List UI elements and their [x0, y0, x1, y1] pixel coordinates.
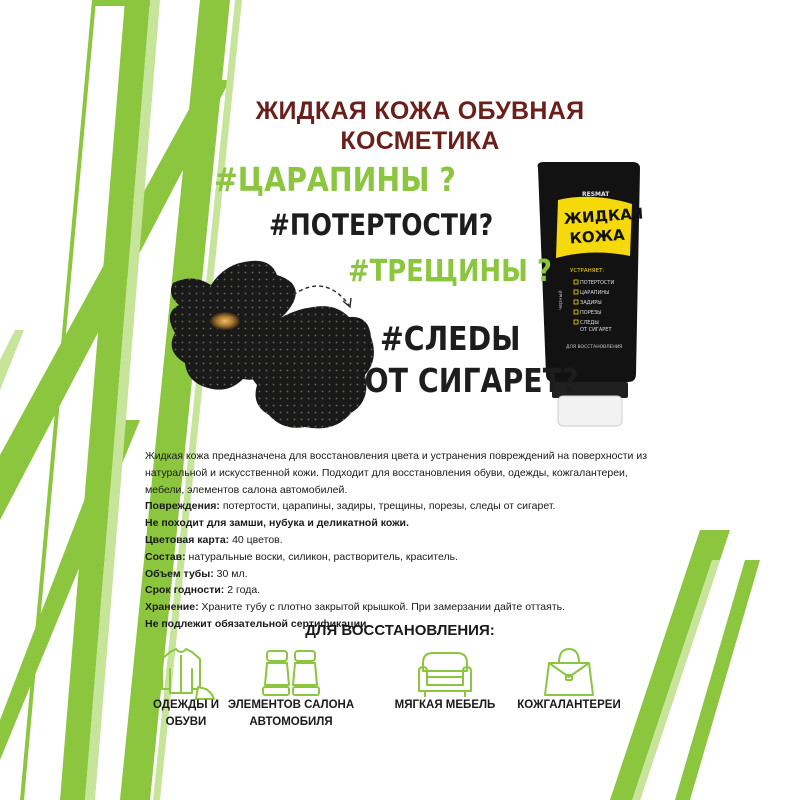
desc-storage: Хранение: Храните тубу с плотно закрытой крышкой. При замерзании дайте оттаять.	[145, 601, 566, 614]
tag-cigarette-marks	[364, 318, 579, 402]
desc-not-suitable: Не походит для замши, нубука и деликатной кожи.	[145, 517, 409, 530]
usage-label: ОДЕЖДЫ И ОБУВИ	[153, 699, 219, 728]
usage-label: КОЖГАЛАНТЕРЕИ	[517, 699, 621, 711]
tube-fix-5: СЛЕДЫ	[580, 320, 599, 326]
tag-cracks: #ТРЕЩИНЫ ?	[348, 254, 552, 289]
usage-car-interior	[216, 645, 366, 755]
tube-name-line-2: КОЖА	[569, 225, 626, 248]
tag-scratches: #ЦАРАПИНЫ ?	[214, 160, 456, 199]
tube-fixes-title: УСТРАНЯЕТ:	[570, 268, 605, 274]
burn-mark	[210, 312, 240, 330]
desc-colors: Цветовая карта: 40 цветов.	[145, 533, 283, 546]
desc-damage: Повреждения: потертости, царапины, задиры, трещины, порезы, следы от сигарет.	[145, 500, 556, 513]
car-seats-icon	[261, 645, 321, 701]
clothing-shoes-icon	[156, 645, 216, 701]
tube-fix-1: ПОТЕРТОСТИ	[580, 280, 615, 286]
usage-label: МЯГКАЯ МЕБЕЛЬ	[394, 699, 496, 711]
usage-label: ЭЛЕМЕНТОВ САЛОНА АВТОМОБИЛЯ	[227, 699, 355, 728]
tube-side-label: ДЛЯ ВОССТАНОВЛЕНИЯ	[566, 345, 623, 350]
desc-shelf-life: Срок годности: 2 года.	[145, 584, 261, 597]
tag-scuffs: #ПОТЕРТОСТИ?	[269, 208, 494, 242]
tube-fix-2: ЦАРАПИНЫ	[580, 290, 610, 296]
tag-cigarette-line-1: #СЛЕDЫ	[380, 319, 521, 358]
tube-name-line-1: ЖИДКАЯ	[563, 204, 644, 228]
sofa-icon	[415, 645, 475, 701]
tube-color-label: черный	[558, 290, 564, 310]
usage-leather-goods	[494, 645, 644, 755]
arrow-icon	[293, 286, 349, 305]
desc-intro: Жидкая кожа предназначена для восстановления цвета и устранения повреждений на поверхности из натуральной и искусственной кожи. Подходит для восстановления обуви, одежды, кожгалантереи, мебели, элементов салона автомобилей.	[145, 450, 648, 496]
tube-fix-3: ЗАДИРЫ	[580, 300, 602, 306]
desc-composition: Состав: натуральные воски, силикон, растворитель, краситель.	[145, 550, 458, 563]
desc-volume: Объем тубы: 30 мл.	[145, 567, 248, 580]
tube-fix-4: ПОРЕЗЫ	[580, 310, 602, 316]
handbag-icon	[539, 645, 599, 701]
title-line-2: КОСМЕТИКА	[340, 127, 500, 155]
desc-certification: Не подлежит обязательной сертификации.	[145, 617, 370, 630]
tube-brand: RESMAT	[582, 191, 610, 198]
restore-section-title: ДЛЯ ВОССТАНОВЛЕНИЯ:	[305, 622, 495, 639]
tube-fix-6: ОТ СИГАРЕТ	[580, 327, 612, 333]
title-line-1: ЖИДКАЯ КОЖА ОБУВНАЯ	[255, 97, 585, 125]
tag-cigarette-line-2: ОТ СИГАРЕТ?	[364, 361, 579, 400]
product-description	[145, 448, 665, 633]
page-title	[230, 96, 610, 156]
